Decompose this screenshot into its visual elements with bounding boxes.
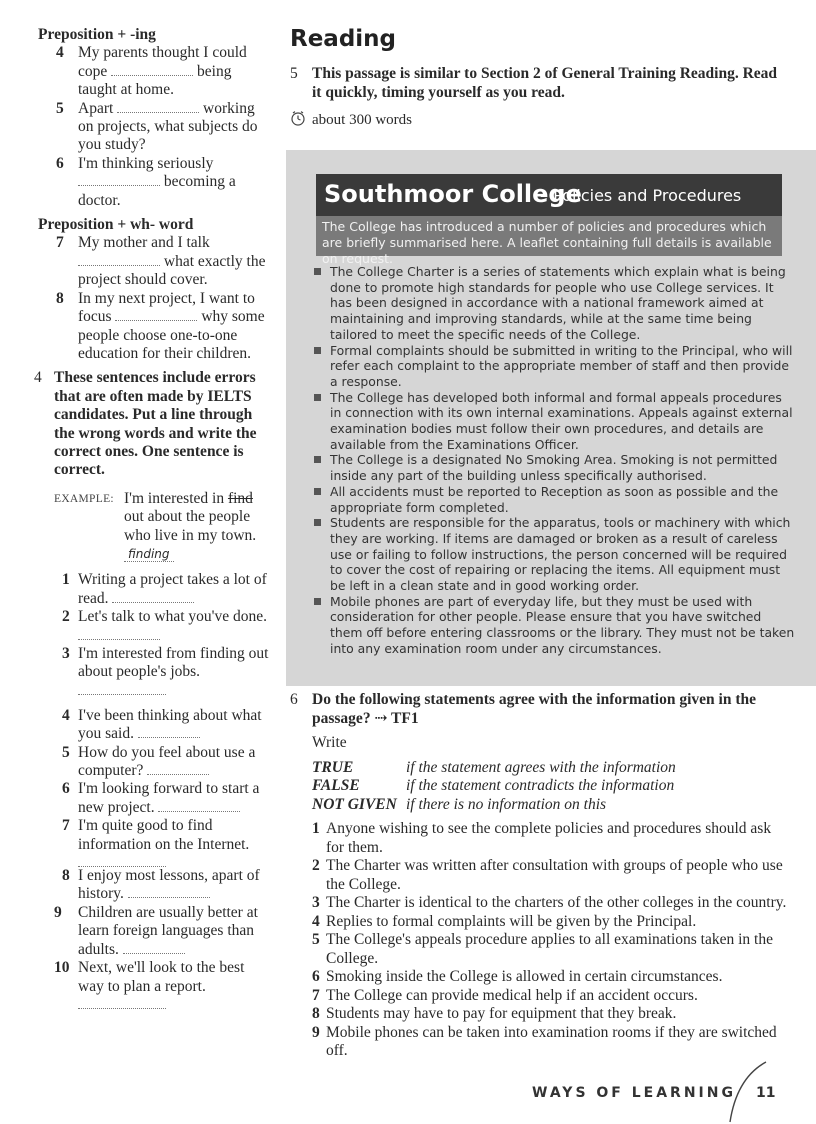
answer-blank[interactable] bbox=[128, 887, 210, 898]
exercise-item: 5 Apart working on projects, what subjects do you study? bbox=[56, 99, 258, 154]
square-bullet-icon bbox=[314, 488, 321, 495]
exercise-item: 7 My mother and I talk what exactly the project should cover. bbox=[56, 234, 266, 289]
question-6-prompt: 6 Do the following statements agree with the information given in the passage? ⇢ TF1 bbox=[290, 691, 757, 727]
answer-blank[interactable] bbox=[115, 310, 197, 321]
answer-blank[interactable] bbox=[117, 102, 199, 113]
square-bullet-icon bbox=[314, 394, 321, 401]
exercise-item: 6 I'm thinking seriously becoming a doctor. bbox=[56, 154, 236, 209]
question-6 bbox=[290, 690, 790, 1061]
list-item: 1 Anyone wishing to see the complete policies and procedures should ask for them. bbox=[312, 820, 772, 856]
answer-blank[interactable] bbox=[138, 727, 200, 738]
answer-blank[interactable] bbox=[78, 175, 160, 186]
section-heading: Preposition + wh- word bbox=[38, 216, 194, 234]
list-item: 2 The Charter was written after consultation with groups of people who use the College. bbox=[312, 857, 783, 893]
list-item: 4 I've been thinking about what you said. bbox=[62, 706, 262, 743]
answer-blank[interactable] bbox=[78, 854, 166, 867]
task-4-instructions: 4 These sentences include errors that are often made by IELTS candidates. Put a line through the wrong words and write the correct ones. One sentence is correct. bbox=[34, 369, 257, 479]
list-item: All accidents must be reported to Reception as soon as possible and the appropriate form completed. bbox=[312, 484, 796, 515]
list-item: 5 How do you feel about use a computer? bbox=[62, 743, 256, 780]
list-item: The College has developed both informal and formal appeals procedures in connection with its own internal examinations. Appeals against external examination bodies must follow their own procedures, and details are available from the Examinations Officer. bbox=[312, 390, 796, 453]
page-title: Reading bbox=[290, 26, 397, 52]
answer-blank[interactable] bbox=[147, 764, 209, 775]
square-bullet-icon bbox=[314, 347, 321, 354]
example: EXAMPLE: I'm interested in find out about the people who live in my town. finding bbox=[54, 489, 257, 561]
answer-blank[interactable] bbox=[112, 592, 194, 603]
list-item: 7 I'm quite good to find information on the Internet. bbox=[38, 817, 270, 867]
square-bullet-icon bbox=[314, 456, 321, 463]
answer-blank[interactable] bbox=[158, 801, 240, 812]
answer-key: TRUE if the statement agrees with the information FALSE if the statement contradicts the information NOT GIVEN if there is no information on this bbox=[312, 758, 676, 813]
example-answer: finding bbox=[124, 547, 174, 562]
error-sentences bbox=[38, 571, 270, 1009]
passage-bullets bbox=[312, 264, 796, 657]
list-item: 8 I enjoy most lessons, apart of history. bbox=[62, 867, 260, 903]
square-bullet-icon bbox=[314, 598, 321, 605]
list-item: 6 I'm looking forward to start a new project. bbox=[62, 780, 260, 816]
write-label: Write bbox=[312, 734, 347, 751]
list-item: 9 Mobile phones can be taken into examination rooms if they are switched off. bbox=[312, 1023, 777, 1059]
list-item: 5 The College's appeals procedure applies to all examinations taken in the College. bbox=[312, 931, 773, 967]
list-item: 3 The Charter is identical to the charters of the other colleges in the country. bbox=[312, 894, 787, 911]
exercise-item: 4 My parents thought I could cope being taught at home. bbox=[56, 44, 247, 99]
list-item: The College Charter is a series of statements which explain what is being done to promote high standards for people who use College services. It has been designed in accordance with a national framework aimed at maintaining and improving standards, while at the same time being tailored to meet the specific needs of the College. bbox=[312, 264, 796, 343]
list-item: Formal complaints should be submitted in writing to the Principal, who will refer each complaint to the appropriate member of staff and then provide a response. bbox=[312, 343, 796, 390]
reading-passage bbox=[286, 150, 816, 686]
list-item: 7 The College can provide medical help if an accident occurs. bbox=[312, 986, 698, 1004]
list-item: Mobile phones are part of everyday life, but they must be used with consideration for other people. Please ensure that you have switched them off before entering classrooms or the library. They must not be taken into any examination room under any circumstances. bbox=[312, 594, 796, 657]
list-item: 3 I'm interested from finding out about people's jobs. bbox=[38, 645, 270, 695]
list-item: 9 Children are usually better at learn foreign languages than adults. bbox=[54, 903, 258, 958]
answer-blank[interactable] bbox=[78, 996, 166, 1009]
word-count: about 300 words bbox=[290, 110, 790, 131]
passage-intro: The College has introduced a number of policies and procedures which are briefly summarised here. A leaflet containing full details is available on request. bbox=[316, 216, 782, 256]
square-bullet-icon bbox=[314, 268, 321, 275]
reading-column bbox=[290, 26, 795, 1059]
answer-blank[interactable] bbox=[78, 682, 166, 695]
statements bbox=[290, 820, 790, 1061]
list-item: 10 Next, we'll look to the best way to plan a report. bbox=[38, 959, 270, 1009]
grammar-column bbox=[34, 26, 270, 1009]
list-item: 8 Students may have to pay for equipment that they break. bbox=[312, 1005, 677, 1022]
passage-title: Southmoor College – Policies and Procedures bbox=[316, 174, 782, 216]
answer-blank[interactable] bbox=[78, 629, 160, 640]
struck-word: find bbox=[227, 489, 253, 507]
square-bullet-icon bbox=[314, 519, 321, 526]
answer-blank[interactable] bbox=[111, 65, 193, 76]
list-item: Students are responsible for the apparatus, tools or machinery with which they are working. If items are damaged or broken as a result of careless use or failing to follow instructions, the person concerned will be required to cover the cost of repairing or replacing the items. All equipment must be left in a clean state and in good working order. bbox=[312, 515, 796, 594]
list-item: The College is a designated No Smoking Area. Smoking is not permitted inside any part of the building unless specifically authorised. bbox=[312, 452, 796, 483]
list-item: 6 Smoking inside the College is allowed in certain circumstances. bbox=[312, 968, 723, 985]
page-number: 11 bbox=[756, 1085, 776, 1101]
clock-icon bbox=[290, 110, 306, 131]
list-item: 2 Let's talk to what you've done. bbox=[38, 608, 270, 645]
answer-blank[interactable] bbox=[123, 943, 185, 954]
section-heading: Preposition + -ing bbox=[38, 26, 156, 43]
footer-section-title: WAYS OF LEARNING bbox=[532, 1085, 736, 1101]
cross-reference: ⇢ TF1 bbox=[374, 710, 419, 727]
list-item: 4 Replies to formal complaints will be given by the Principal. bbox=[312, 912, 697, 930]
exercise-item: 8 In my next project, I want to focus why some people choose one-to-one education for their children. bbox=[56, 289, 265, 362]
list-item: 1 Writing a project takes a lot of read. bbox=[62, 571, 267, 607]
answer-blank[interactable] bbox=[78, 255, 160, 266]
question-5: 5 This passage is similar to Section 2 of General Training Reading. Read it quickly, timing yourself as you read. bbox=[290, 65, 778, 101]
